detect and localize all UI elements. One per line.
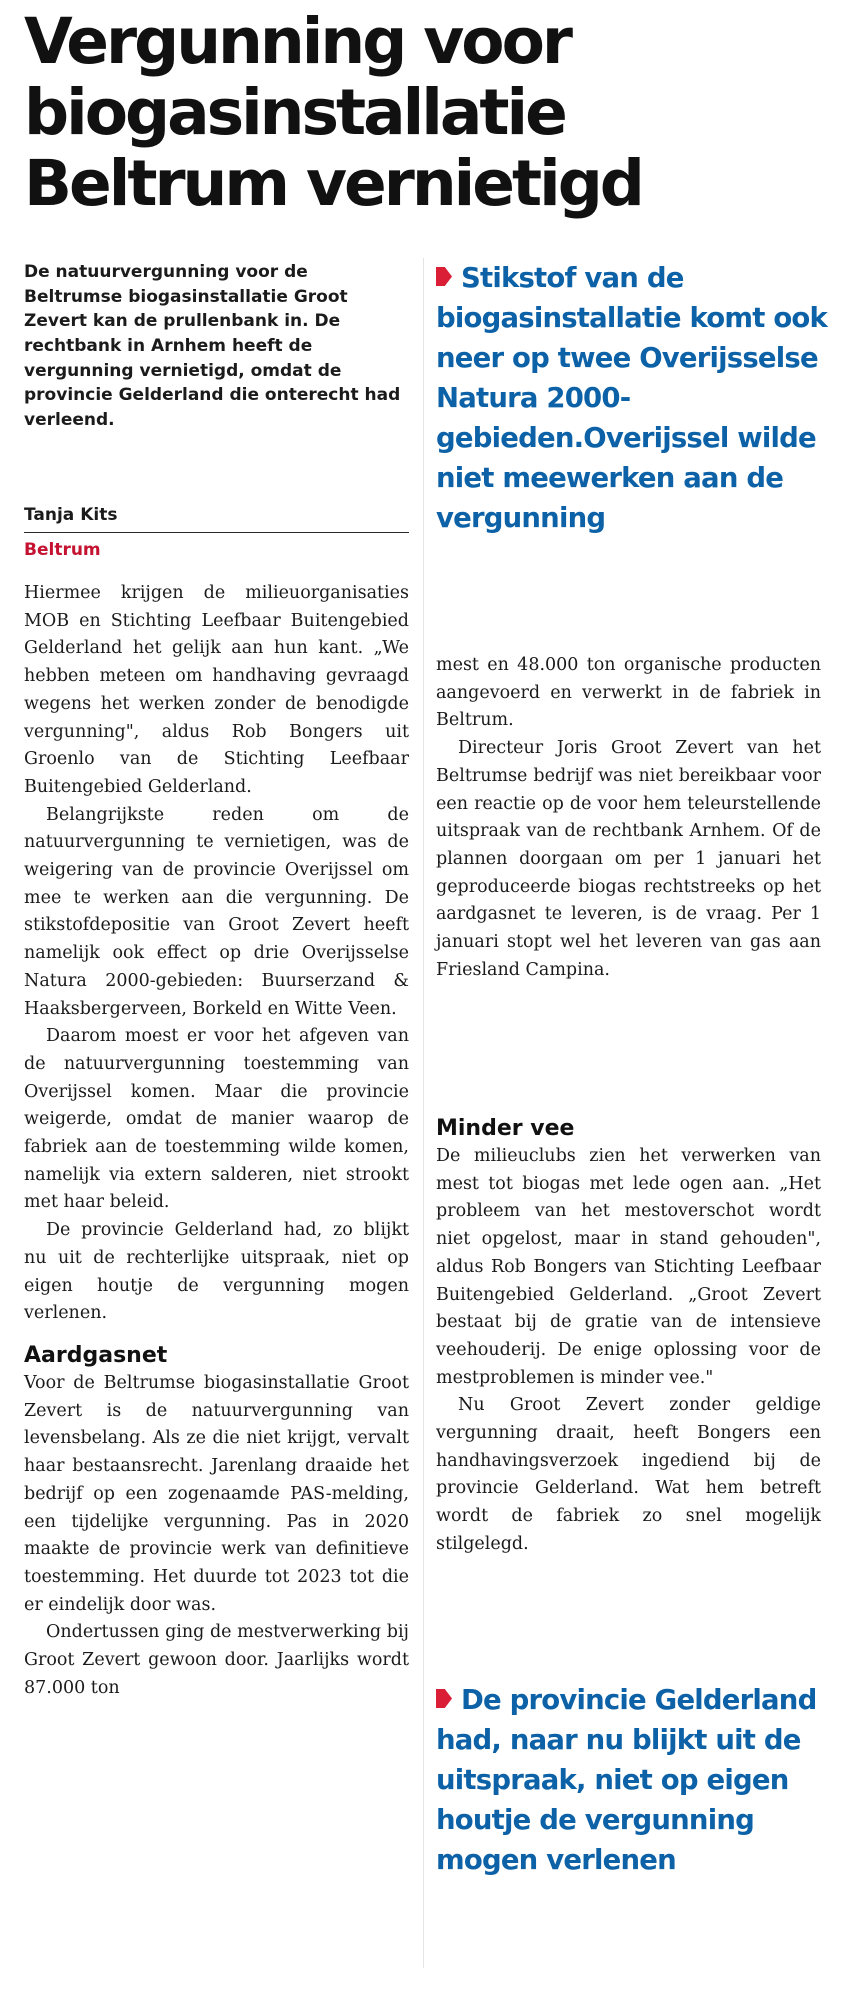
paragraph: Directeur Joris Groot Zevert van het Beltrumse bedrijf was niet bereikbaar voor een reactie op de voor hem teleurstellende uitspraak van de rechtbank Arnhem. Of de plannen doorgaan om per 1 januari het geproduceerde biogas rechtstreeks op het aardgasnet te leveren, is de vraag. Per 1 januari stopt wel het leveren van gas aan Friesland Campina. — [436, 738, 821, 980]
arrow-icon — [436, 267, 452, 286]
paragraph: Nu Groot Zevert zonder geldige vergunning draait, heeft Bongers een handhavingsverzoek ingediend bij de provincie Gelderland. Wat hem betreft wordt de fabriek zo snel mogelijk stilgelegd. — [436, 1395, 821, 1554]
pull-quote-2-text: De provincie Gelderland had, naar nu blijkt uit de uitspraak, niet op eigen houtje de vergunning mogen verlenen — [436, 1684, 817, 1876]
byline — [24, 502, 409, 563]
pull-quote-2 — [436, 1680, 836, 1880]
column-divider — [423, 258, 424, 1968]
article-column-left — [24, 580, 409, 1702]
byline-divider — [24, 532, 409, 533]
dateline: Beltrum — [24, 540, 101, 560]
pull-quote-1 — [436, 258, 836, 538]
paragraph: De milieuclubs zien het verwerken van mest tot biogas met lede ogen aan. „Het probleem van het mestoverschot wordt niet opgelost, maar in stand gehouden", aldus Rob Bongers van Stichting Leefbaar Buitengebied Gelderland. „Groot Zevert bestaat bij de gratie van de intensieve veehouderij. De enige oplossing voor de mestproblemen is minder vee." — [436, 1146, 821, 1388]
paragraph: Belangrijkste reden om de natuurvergunning te vernietigen, was de weigering van de provincie Overijssel om mee te werken aan die vergunning. De stikstofdepositie van Groot Zevert heeft namelijk ook effect op drie Overijsselse Natura 2000-gebieden: Buurserzand & Haaksbergerveen, Borkeld en Witte Veen. — [24, 804, 409, 1019]
article-intro: De natuurvergunning voor de Beltrumse biogasinstallatie Groot Zevert kan de prullenbank in. De rechtbank in Arnhem heeft de vergunning vernietigd, omdat de provincie Gelderland die onterecht had verleend. — [24, 262, 401, 430]
paragraph: mest en 48.000 ton organische producten aangevoerd en verwerkt in de fabriek in Beltrum. — [436, 655, 821, 731]
paragraph: Ondertussen ging de mestverwerking bij Groot Zevert gewoon door. Jaarlijks wordt 87.000 ton — [24, 1622, 409, 1698]
paragraph: Hiermee krijgen de milieuorganisaties MOB en Stichting Leefbaar Buitengebied Gelderland het gelijk aan hun kant. „We hebben meteen om handhaving gevraagd wegens het werken zonder de benodigde vergunning", aldus Rob Bongers uit Groenlo van de Stichting Leefbaar Buitengebied Gelderland. — [24, 583, 409, 797]
pull-quote-1-text: Stikstof van de biogasinstallatie komt ook neer op twee Overijsselse Natura 2000-gebieden.Overijssel wilde niet meewerken aan de vergunning — [436, 262, 827, 534]
subhead-aardgasnet: Aardgasnet — [24, 1342, 168, 1368]
arrow-icon — [436, 1689, 452, 1708]
paragraph: Daarom moest er voor het afgeven van de natuurvergunning toestemming van Overijssel komen. Maar die provincie weigerde, omdat de manier waarop de fabriek aan de toestemming wilde komen, namelijk via extern salderen, niet strookt met haar beleid. — [24, 1026, 409, 1213]
subhead-minder-vee: Minder vee — [436, 1116, 575, 1141]
author-name: Tanja Kits — [24, 505, 118, 525]
article-column-right-top — [436, 652, 821, 984]
paragraph: De provincie Gelderland had, zo blijkt nu uit de rechterlijke uitspraak, niet op eigen houtje de vergunning mogen verlenen. — [24, 1220, 409, 1324]
article-column-right-bottom — [436, 1115, 821, 1559]
article-headline: Vergunning voor biogasinstallatie Beltrum vernietigd — [24, 5, 642, 221]
paragraph: Voor de Beltrumse biogasinstallatie Groot Zevert is de natuurvergunning van levensbelang. Als ze die niet krijgt, vervalt haar bestaansrecht. Jarenlang draaide het bedrijf op een zogenaamde PAS-melding, een tijdelijke vergunning. Pas in 2020 maakte de provincie werk van definitieve toestemming. Het duurde tot 2023 tot die er eindelijk door was. — [24, 1372, 409, 1615]
